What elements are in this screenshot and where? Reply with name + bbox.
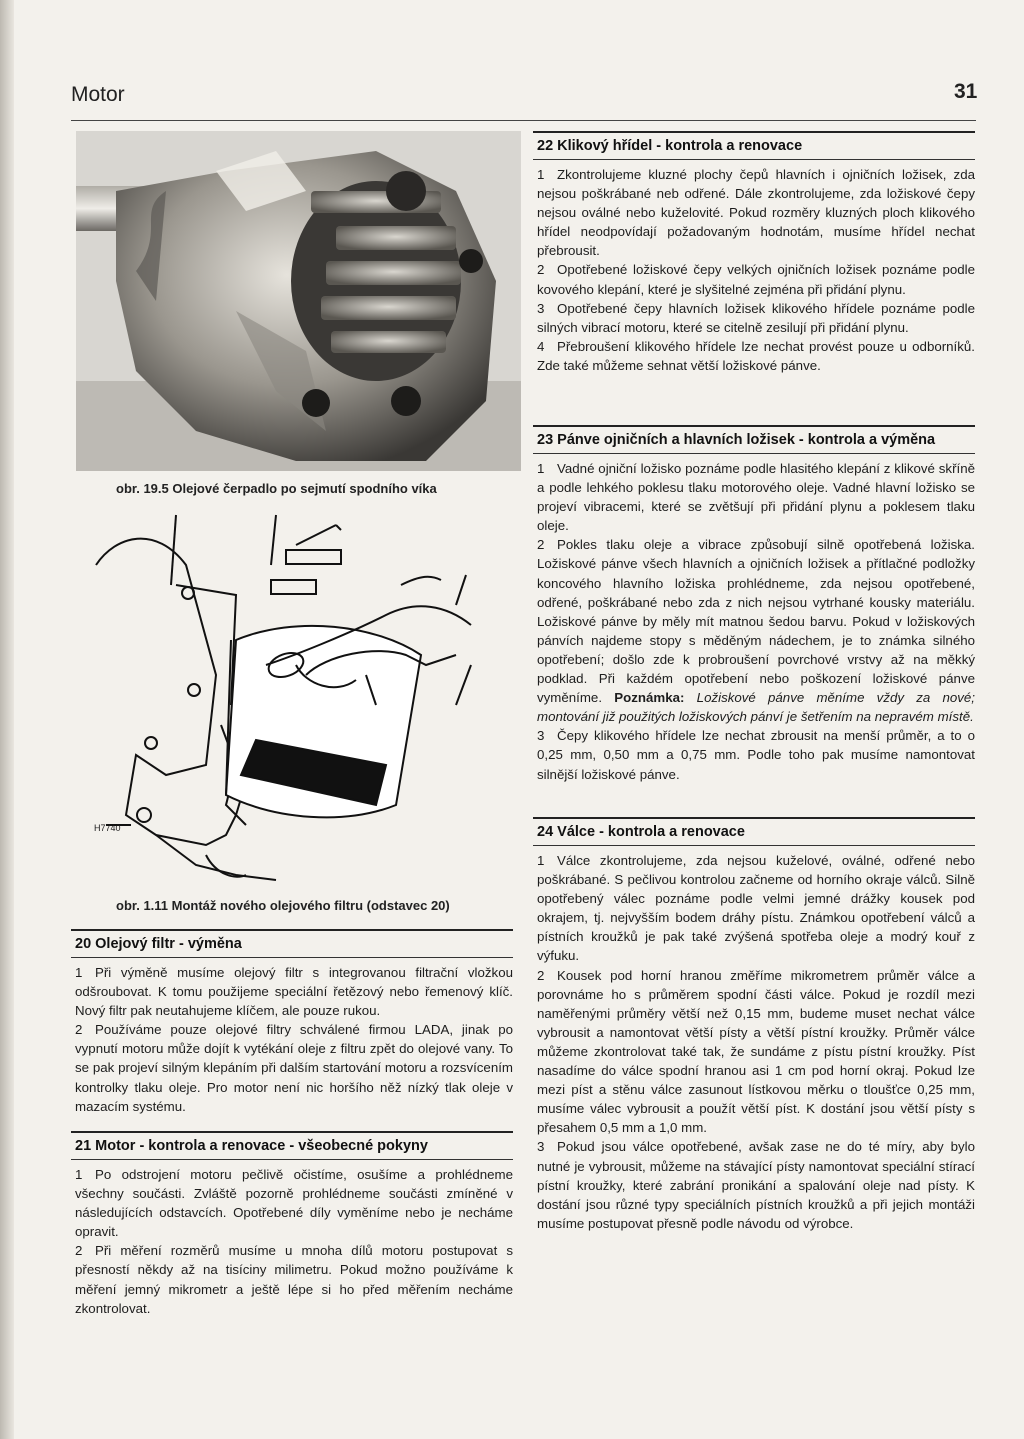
section-body-22 bbox=[537, 165, 975, 375]
figure-code-label: H7740 bbox=[94, 823, 121, 833]
paragraph-number: 2 bbox=[537, 967, 545, 983]
page-binding-edge bbox=[0, 0, 14, 1439]
paragraph-text: Přebroušení klikového hřídele lze nechat provést pouze u odborníků. Zde také můžeme sehnat větší ložiskové pánve. bbox=[537, 338, 975, 373]
section-body-20 bbox=[75, 963, 513, 1116]
paragraph-number: 2 bbox=[537, 537, 545, 553]
paragraph-number: 1 bbox=[75, 965, 83, 980]
paragraph bbox=[537, 260, 975, 298]
section-title-rule bbox=[533, 453, 975, 454]
header-divider bbox=[71, 120, 976, 121]
section-title-23: 23 Pánve ojničních a hlavních ložisek - kontrola a výměna bbox=[537, 432, 936, 448]
section-title-21: 21 Motor - kontrola a renovace - všeobecné pokyny bbox=[75, 1138, 428, 1154]
section-top-rule bbox=[533, 425, 975, 427]
paragraph-text: Čepy klikového hřídele lze nechat zbrousit na menší průměr, a to o 0,25 mm, 0,50 mm a 0,75 mm. Podle toho pak musíme namontovat silnější ložiskové pánve. bbox=[537, 728, 975, 782]
paragraph bbox=[75, 1020, 513, 1115]
paragraph-number: 1 bbox=[537, 461, 545, 476]
paragraph-text: Kousek pod horní hranou změříme mikrometrem průměr válce a porovnáme ho s průměrem spodní části válce. Pokud je rozdíl mezi naměřenými průměry větší než 0,15 mm, budeme muset nechat válce vybrousit a namontovat větší písty a větší pístní kroužky. Průměr válce můžeme zkontrolovat také tak, že sundáme z pístu pístní kroužky. Píst nasadíme do válce spodní hranou asi 1 cm pod horní okraj. Pokud lze mezi píst a stěnu válce zasunout lístkovou měrku o tloušťce 0,25 mm, musíme válec vybrousit a použít větší píst. K dostání jsou větší písty s přesahem 0,5 mm a 1,0 mm. bbox=[537, 967, 975, 1136]
section-top-rule bbox=[71, 929, 513, 931]
paragraph-text: Při výměně musíme olejový filtr s integrovanou filtrační vložkou odšroubovat. K tomu použijeme speciální řetězový nebo řemenový klíč. Nový filtr pak neutahujeme klíčem, ale pouze rukou. bbox=[75, 965, 513, 1019]
section-body-23 bbox=[537, 459, 975, 784]
paragraph bbox=[537, 726, 975, 783]
paragraph-number: 2 bbox=[75, 1243, 83, 1259]
paragraph-text: Při měření rozměrů musíme u mnoha dílů motoru postupovat s přesností někdy až na tisíciny milimetru. Pokud možno používáme k měření jemný mikrometr a ještě lépe si ho před měřením necháme zkontrolovat. bbox=[75, 1243, 513, 1316]
section-title-22: 22 Klikový hřídel - kontrola a renovace bbox=[537, 138, 803, 154]
paragraph-text: Používáme pouze olejové filtry schválené firmou LADA, jinak po vypnutí motoru může dojít k vytékání oleje z filtru zpět do olejové vany. To se pak projeví silným klepáním při dalším startování motoru a rozsvícením kontrolky tlaku oleje. Pro motor není nic horšího něž nízký tlak oleje v mazacím systému. bbox=[75, 1022, 513, 1114]
oil-pump-photo bbox=[76, 131, 521, 471]
paragraph bbox=[537, 966, 975, 1138]
paragraph-number: 2 bbox=[75, 1022, 83, 1038]
paragraph-text: Po odstrojení motoru pečlivě očistíme, osušíme a prohlédneme všechny součásti. Zvláště pozorně prohlédneme součásti zmíněné v následujících odstavcích. Opotřebené díly vyměníme nebo je necháme opravit. bbox=[75, 1167, 513, 1240]
paragraph-text: Opotřebené čepy hlavních ložisek klikového hřídele poznáme podle silných vibrací motoru, které se citelně zesilují při přidání plynu. bbox=[537, 300, 975, 335]
paragraph bbox=[75, 1241, 513, 1317]
paragraph bbox=[537, 851, 975, 966]
figure-caption-oil-filter: obr. 1.11 Montáž nového olejového filtru (odstavec 20) bbox=[116, 898, 450, 913]
page-number: 31 bbox=[954, 80, 978, 103]
paragraph bbox=[537, 1137, 975, 1232]
paragraph bbox=[75, 963, 513, 1020]
paragraph-number: 3 bbox=[537, 1139, 545, 1155]
paragraph bbox=[75, 1165, 513, 1241]
section-body-24 bbox=[537, 851, 975, 1233]
note-text: Ložiskové pánve měníme vždy za nové; montování již použitých ložiskových pánví je šetřením na nepravém místě. bbox=[537, 690, 976, 725]
section-title-24: 24 Válce - kontrola a renovace bbox=[537, 824, 745, 840]
paragraph-number: 3 bbox=[537, 728, 545, 744]
paragraph-text: Opotřebené ložiskové čepy velkých ojničních ložisek poznáme podle kovového klepání, které je slyšitelné zejména při přidání plynu. bbox=[537, 262, 975, 297]
figure-caption-oil-pump: obr. 19.5 Olejové čerpadlo po sejmutí spodního víka bbox=[116, 481, 437, 496]
paragraph-number: 1 bbox=[75, 1167, 83, 1182]
note-label: Poznámka: bbox=[614, 690, 685, 706]
section-title-rule bbox=[71, 1159, 513, 1160]
paragraph-number: 2 bbox=[537, 262, 545, 278]
paragraph bbox=[537, 337, 975, 375]
section-title-rule bbox=[533, 845, 975, 846]
section-body-21 bbox=[75, 1165, 513, 1318]
paragraph-text: Zkontrolujeme kluzné plochy čepů hlavních i ojničních ložisek, zda nejsou poškrábané neb odřené. Dále zkontrolujeme, zda ložiskové čepy nejsou oválné nebo kuželovité. Pokud rozměry kluzných ploch klikového hřídel neodpovídají požadovaným hodnotám, musíme hřídel nechat přebrousit. bbox=[537, 167, 975, 259]
section-top-rule bbox=[533, 817, 975, 819]
paragraph-text: Pokles tlaku oleje a vibrace způsobují silně opotřebená ložiska. Ložiskové pánve všech hlavních a ojničních ložisek a přítlačné podložky koncového hlavního ložiska prohlédneme, zda nejsou opotřebené, odřené, poškrábané nebo zda z nich nejsou vytrhané kousky materiálu. Ložiskové pánve by měly mít matnou šedou barvu. Pokud v ložiskových pánvích najdeme stopy s měděným nádechem, je to známka silného opotřebení; došlo zde k probroušení povrchové vrstvy až na měkký podklad. Při každém opotřebení nebo poškození ložiskové pánve vyměníme. bbox=[537, 537, 975, 706]
section-top-rule bbox=[71, 1131, 513, 1133]
section-title-20: 20 Olejový filtr - výměna bbox=[75, 936, 242, 952]
oil-filter-drawing bbox=[76, 505, 521, 895]
paragraph bbox=[537, 165, 975, 260]
paragraph bbox=[537, 535, 975, 726]
section-title-rule bbox=[71, 957, 513, 958]
section-top-rule bbox=[533, 131, 975, 133]
paragraph bbox=[537, 459, 975, 535]
paragraph-text: Vadné ojniční ložisko poznáme podle hlasitého klepání z klikové skříně a podle lehkého poklesu tlaku motorového oleje. Vadné hlavní ložisko se projeví vibracemi, které se zvětšují při přidání plynu a poklesem tlaku oleje. bbox=[537, 461, 975, 534]
running-header-title: Motor bbox=[71, 83, 125, 106]
paragraph-number: 4 bbox=[537, 338, 545, 354]
paragraph-number: 1 bbox=[537, 853, 545, 868]
paragraph bbox=[537, 299, 975, 337]
section-title-rule bbox=[533, 159, 975, 160]
paragraph-text: Válce zkontrolujeme, zda nejsou kuželové, oválné, odřené nebo poškrábané. S pečlivou kontrolou začneme od horního okraje válců. Silně opotřebený válec poznáme podle velmi jemné drážky kousek pod okrajem, tj. nejvyšším bodem dráhy pístu. Známkou opotřebení válců a pístních kroužků je pak také zvýšená spotřeba oleje a modrý kouř z výfuku. bbox=[537, 853, 975, 964]
paragraph-number: 3 bbox=[537, 300, 545, 316]
paragraph-number: 1 bbox=[537, 167, 545, 182]
paragraph-text: Pokud jsou válce opotřebené, avšak zase ne do té míry, aby bylo nutné je vybrousit, můžeme na stávající písty namontovat speciální stírací pístní kroužky, které zabrání pronikání a spalování oleje nad písty. K dostání jsou různé typy speciálních pístních kroužků a při jejich montáži musíme postupovat přesně podle návodu od výrobce. bbox=[537, 1139, 975, 1231]
